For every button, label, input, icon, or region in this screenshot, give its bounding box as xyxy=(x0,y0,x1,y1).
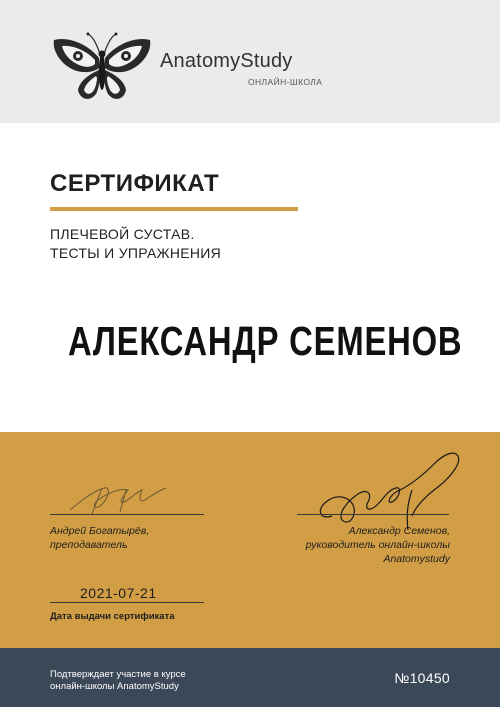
footer-line-2: онлайн-школы AnatomyStudy xyxy=(50,681,179,692)
issue-date: 2021-07-21 xyxy=(80,585,157,601)
teacher-caption xyxy=(50,524,149,552)
issue-date-label: Дата выдачи сертификата xyxy=(50,611,175,622)
butterfly-logo-icon xyxy=(50,28,154,104)
director-caption xyxy=(306,524,450,566)
director-role: руководитель онлайн-школы xyxy=(305,539,450,551)
footer-confirmation xyxy=(50,669,186,693)
footer-line-1: Подтверждает участие в курсе xyxy=(50,669,186,680)
course-name-line-1: ПЛЕЧЕВОЙ СУСТАВ. xyxy=(50,226,195,242)
certificate-number: №10450 xyxy=(394,670,450,686)
director-signature-line xyxy=(297,514,449,515)
brand-name: AnatomyStudy xyxy=(160,50,293,72)
teacher-signature xyxy=(62,470,182,520)
teacher-name: Андрей Богатырёв, xyxy=(50,525,150,537)
teacher-signature-line xyxy=(50,514,204,515)
certificate-header xyxy=(0,0,500,123)
director-name: Александр Семенов, xyxy=(348,525,450,537)
issue-date-line xyxy=(50,602,204,603)
student-name: АЛЕКСАНДР СЕМЕНОВ xyxy=(68,318,463,364)
certificate-title: СЕРТИФИКАТ xyxy=(50,170,220,197)
course-name-line-2: ТЕСТЫ И УПРАЖНЕНИЯ xyxy=(50,245,222,261)
title-divider xyxy=(50,207,298,211)
teacher-role: преподаватель xyxy=(50,539,128,551)
brand-subtitle: ОНЛАЙН-ШКОЛА xyxy=(248,77,323,87)
director-org: Anatomystudy xyxy=(383,553,450,565)
director-signature xyxy=(312,446,472,536)
